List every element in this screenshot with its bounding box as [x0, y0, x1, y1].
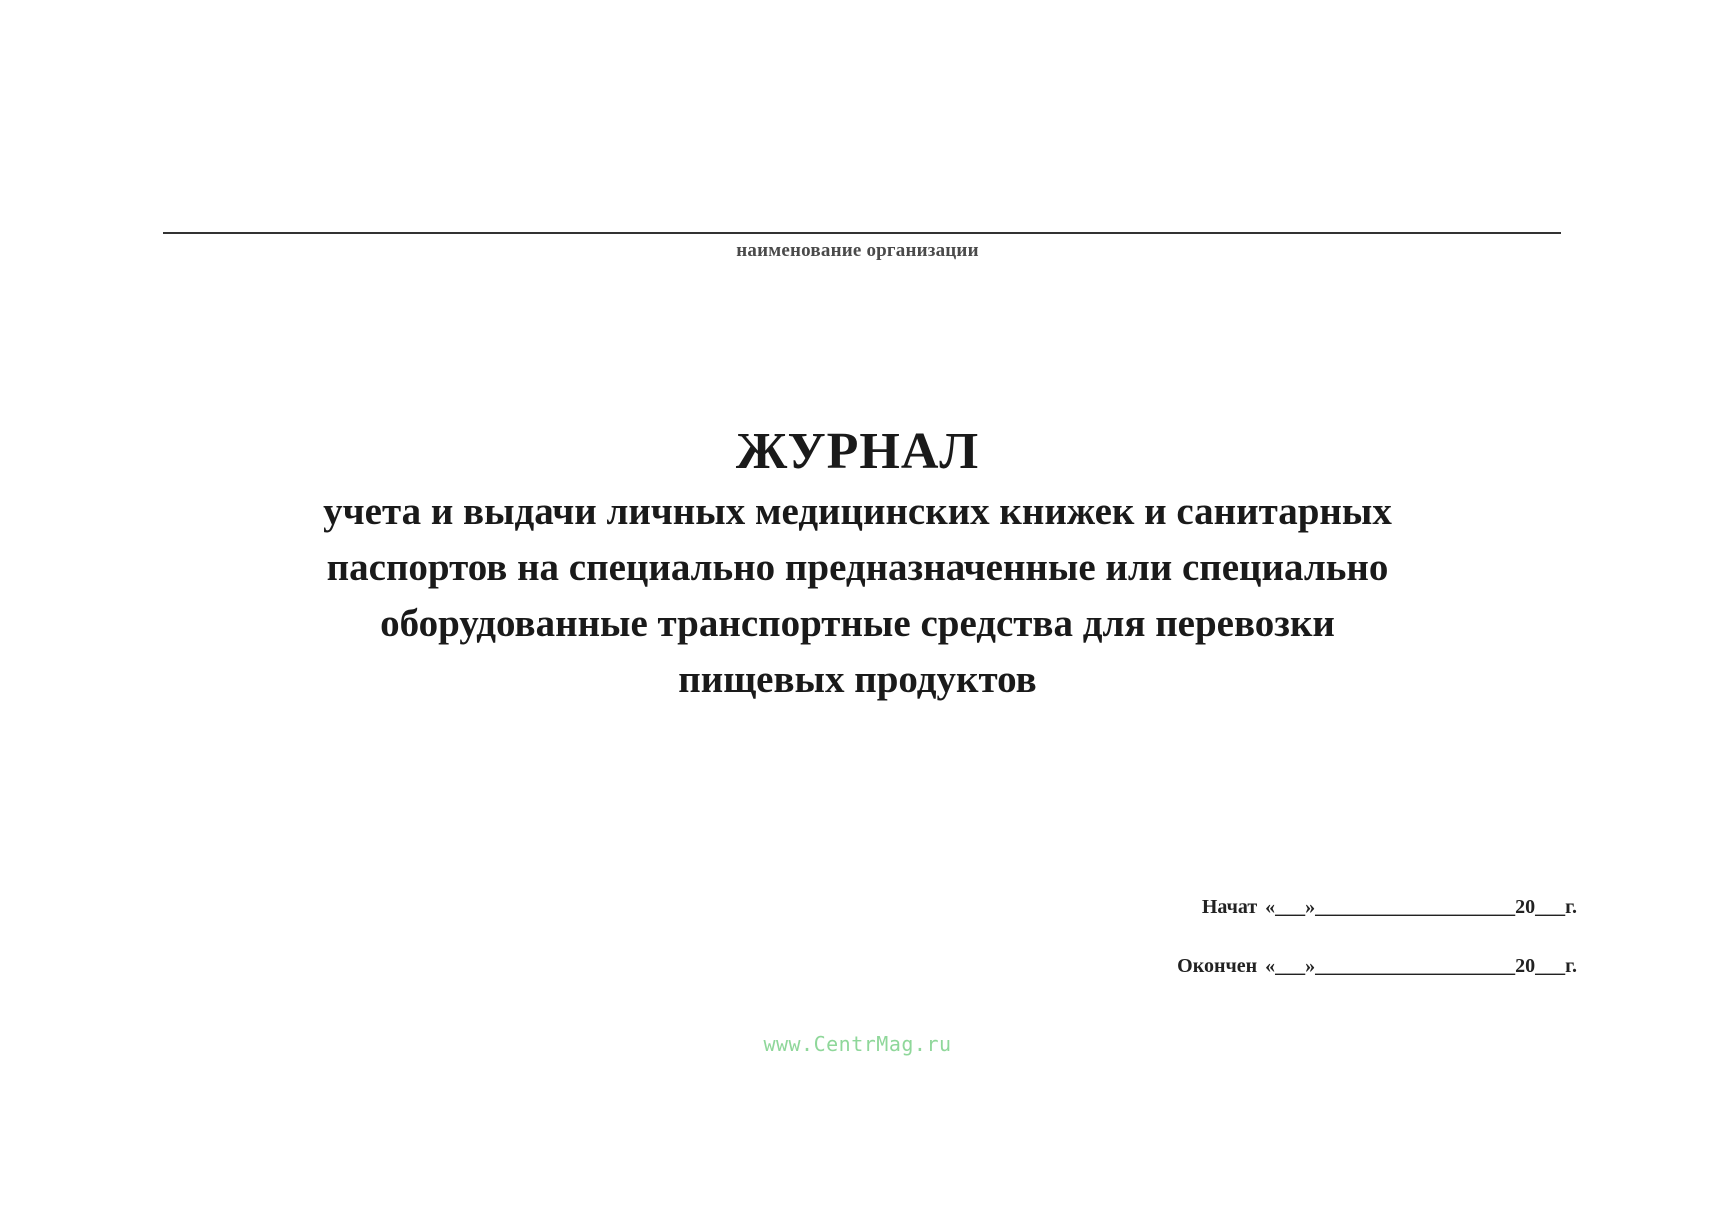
end-date-field: «___»____________________20___г.	[1265, 955, 1577, 977]
start-date-field: «___»____________________20___г.	[1265, 896, 1577, 918]
organization-name-caption: наименование организации	[736, 240, 979, 261]
start-date-row	[1202, 896, 1577, 919]
end-date-row	[1177, 955, 1577, 978]
journal-subtitle	[140, 484, 1575, 708]
journal-title: ЖУРНАЛ	[735, 423, 980, 480]
subtitle-line-3: оборудованные транспортные средства для перевозки	[380, 602, 1335, 645]
start-date-label: Начат	[1201, 896, 1258, 918]
end-date-label: Окончен	[1177, 955, 1258, 977]
subtitle-line-1: учета и выдачи личных медицинских книжек и санитарных	[323, 490, 1392, 533]
organization-name-line	[163, 232, 1561, 234]
subtitle-line-4: пищевых продуктов	[678, 658, 1037, 701]
subtitle-line-2: паспортов на специально предназначенные или специально	[326, 546, 1389, 589]
watermark-text: www.CentrMag.ru	[763, 1032, 952, 1056]
title-block	[140, 422, 1575, 708]
